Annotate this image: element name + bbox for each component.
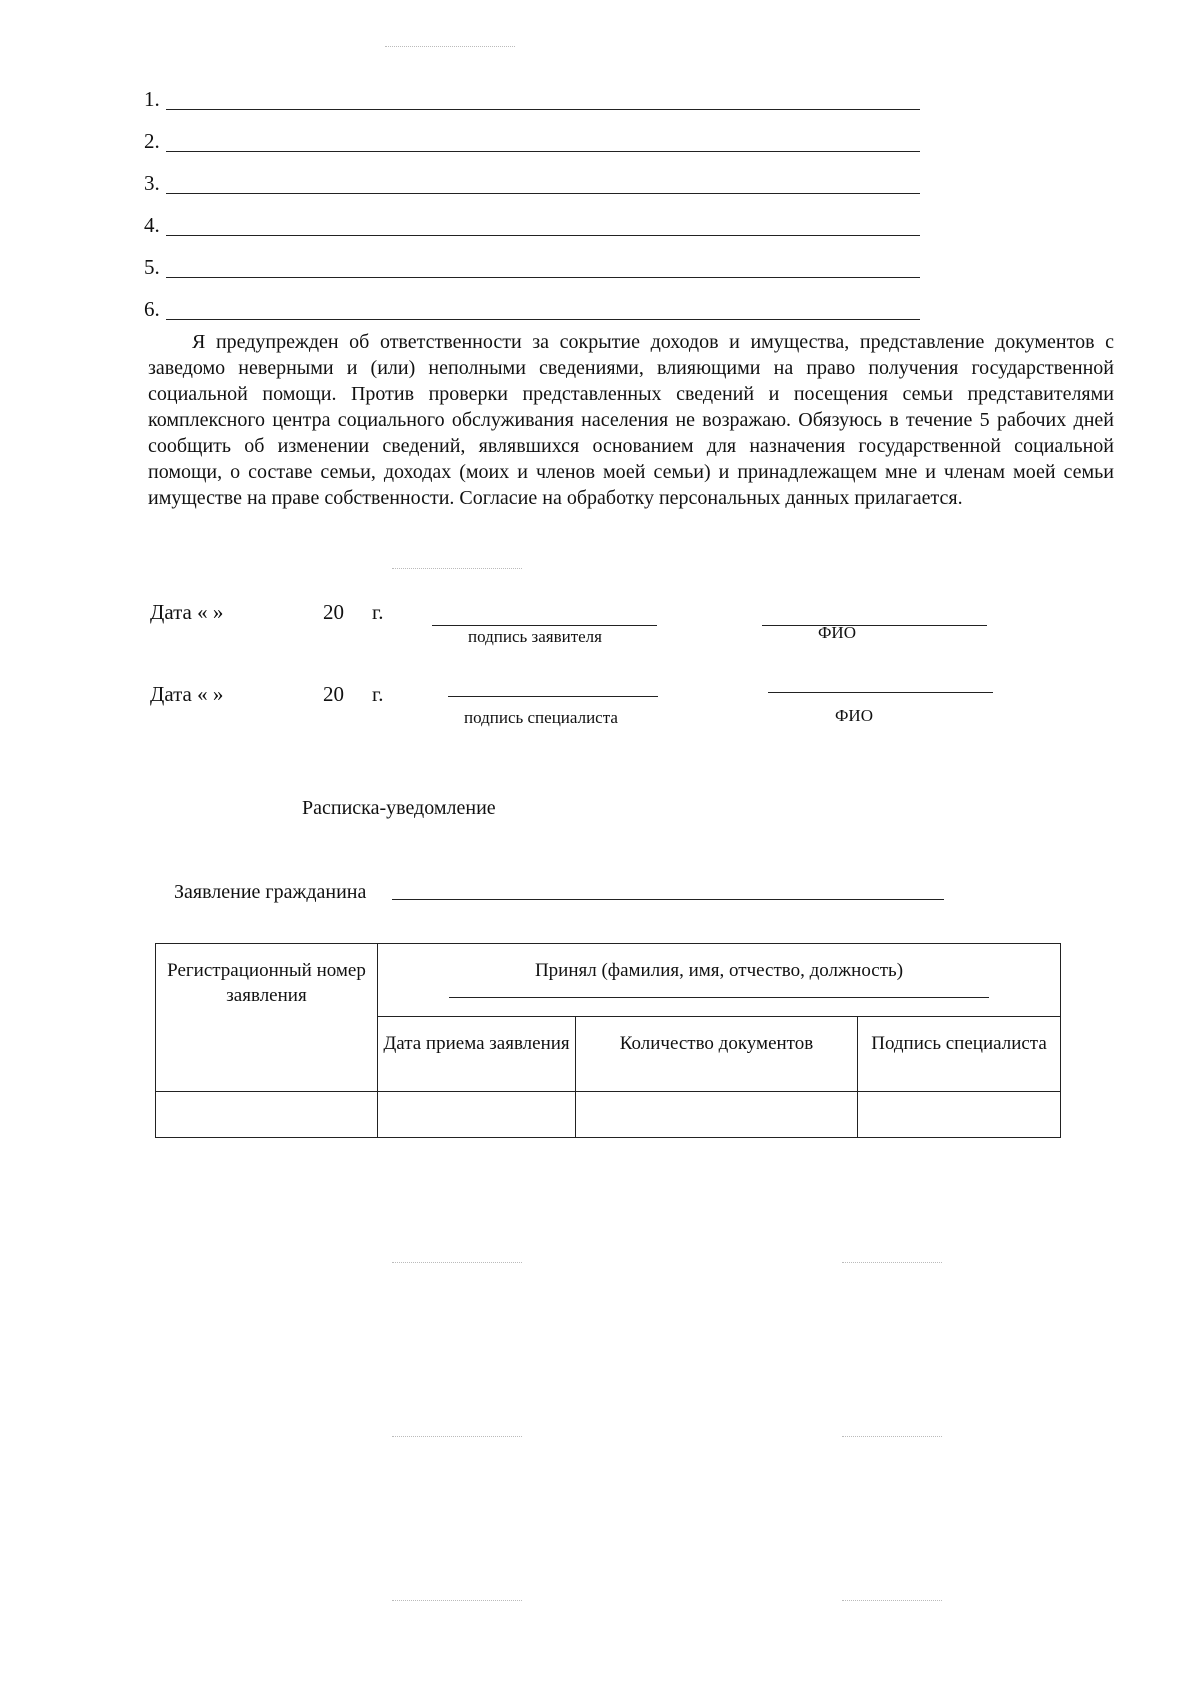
name-line (768, 692, 993, 693)
accepted-by-line (449, 997, 989, 998)
specialist-signature-header (858, 1017, 1061, 1092)
scan-artifact (392, 568, 522, 570)
receipt-title: Расписка-уведомление (302, 797, 496, 819)
signature-line (432, 625, 657, 626)
table-row (156, 1092, 1061, 1138)
year-suffix: г. (372, 682, 384, 706)
scan-artifact (392, 1600, 522, 1602)
line-number: 2. (144, 129, 160, 153)
line-number: 1. (144, 87, 160, 111)
blank-line (166, 151, 920, 152)
reg-number-label: Регистрационный номер заявления (167, 960, 366, 1006)
signature-caption: подпись заявителя (468, 627, 602, 646)
line-number: 5. (144, 255, 160, 279)
reg-number-header (156, 944, 378, 1092)
declaration-paragraph: Я предупрежден об ответственности за сокрытие доходов и имущества, представление документов с заведомо неверными и (или) неполными сведениями, влияющими на право получения государственной социальной помощи. Против проверки представленных сведений и посещения семьи представителями комплексного центра социального обслуживания населения не возражаю. Обязуюсь в течение 5 рабочих дней сообщить об изменении сведений, являвшихся основанием для назначения государственной социальной помощи, о составе семьи, доходах (моих и членов моей семьи) и принадлежащем мне и членам моей семьи имуществе на праве собственности. Согласие на обработку персональных данных прилагается. (148, 331, 1114, 509)
accepted-by-header (378, 944, 1061, 1017)
name-caption: ФИО (818, 623, 856, 642)
scan-artifact (842, 1262, 942, 1264)
blank-line (166, 277, 920, 278)
scan-artifact (392, 1262, 522, 1264)
table-cell[interactable] (576, 1092, 858, 1138)
numbered-line (144, 164, 920, 194)
scan-artifact (385, 46, 515, 48)
numbered-line (144, 248, 920, 278)
specialist-signature-label: Подпись специалиста (871, 1033, 1047, 1054)
blank-line (166, 109, 920, 110)
numbered-line (144, 80, 920, 110)
date-received-header (378, 1017, 576, 1092)
scan-artifact (842, 1600, 942, 1602)
signature-caption: подпись специалиста (464, 708, 618, 727)
date-label: Дата « » (150, 600, 224, 624)
table-cell[interactable] (156, 1092, 378, 1138)
scan-artifact (392, 1436, 522, 1438)
date-received-label: Дата приема заявления (383, 1033, 570, 1054)
signature-row-applicant (150, 600, 1000, 670)
citizen-application-line (392, 899, 944, 900)
numbered-line (144, 290, 920, 320)
year-prefix: 20 (323, 682, 344, 706)
line-number: 6. (144, 297, 160, 321)
date-label: Дата « » (150, 682, 224, 706)
blank-line (166, 235, 920, 236)
line-number: 3. (144, 171, 160, 195)
numbered-line (144, 206, 920, 236)
blank-line (166, 319, 920, 320)
scan-artifact (842, 1436, 942, 1438)
blank-line (166, 193, 920, 194)
year-prefix: 20 (323, 600, 344, 624)
line-number: 4. (144, 213, 160, 237)
table-cell[interactable] (858, 1092, 1061, 1138)
registration-table (155, 943, 1061, 1138)
accepted-by-label: Принял (фамилия, имя, отчество, должность) (534, 960, 904, 981)
numbered-line (144, 122, 920, 152)
signature-line (448, 696, 658, 697)
name-caption: ФИО (835, 706, 873, 725)
doc-count-label: Количество документов (619, 1033, 814, 1054)
name-line (762, 625, 987, 626)
citizen-application-label: Заявление гражданина (174, 881, 367, 903)
signature-row-specialist (150, 682, 1000, 752)
doc-count-header (576, 1017, 858, 1092)
year-suffix: г. (372, 600, 384, 624)
table-cell[interactable] (378, 1092, 576, 1138)
